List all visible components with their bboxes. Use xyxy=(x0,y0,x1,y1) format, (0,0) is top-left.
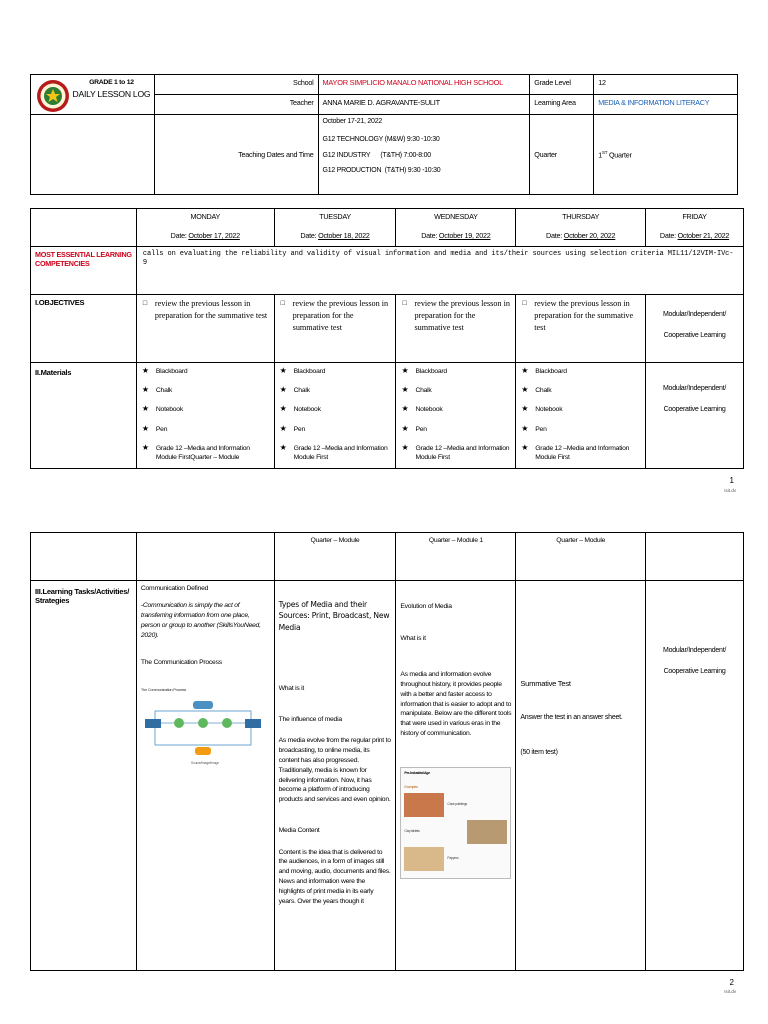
days-row xyxy=(31,209,744,247)
day-wednesday: WEDNESDAY Date: October 19, 2022 xyxy=(396,209,516,247)
evolution-text: As media and information evolve throughout history, it provides people with a better and faster access to information that is easier to adopt and to manipulate. Below are the different tools that were used in various eras in the history of communication. xyxy=(400,670,512,738)
star-icon: ★ xyxy=(141,385,149,395)
tasks-thursday xyxy=(516,581,646,971)
page-number: 1 xyxy=(729,476,734,485)
star-icon: ★ xyxy=(401,404,409,414)
diagram-node-noise xyxy=(195,747,211,755)
tasks-label: III.Learning Tasks/Activities/ Strategies xyxy=(31,581,137,971)
image-title: Pre-Industrial Age xyxy=(404,770,430,775)
communication-process-diagram xyxy=(141,693,267,765)
star-icon: ★ xyxy=(401,385,409,395)
star-icon: ★ xyxy=(279,366,287,375)
continuation-wednesday: Quarter – Module 1 xyxy=(396,533,516,581)
star-icon: ★ xyxy=(279,385,287,395)
tasks-row xyxy=(31,581,744,971)
material-item: ★ Notebook xyxy=(279,404,321,414)
evolution-title: Evolution of Media xyxy=(400,603,452,610)
learning-area-value: MEDIA & INFORMATION LITERACY xyxy=(594,95,738,115)
material-item: ★ Blackboard xyxy=(279,366,326,375)
tasks-friday: Modular/Independent/ Cooperative Learning xyxy=(646,581,744,971)
continuation-blank xyxy=(31,533,137,581)
school-logo-cell xyxy=(31,75,155,115)
continuation-tuesday: Quarter – Module xyxy=(274,533,396,581)
checkbox-icon: □ xyxy=(522,299,527,307)
material-item: ★ Grade 12 –Media and Information Module First xyxy=(279,442,388,461)
clay-tablet-thumbnail xyxy=(467,820,507,844)
materials-row xyxy=(31,363,744,469)
dates-cell xyxy=(318,115,530,195)
communication-definition: -Communication is simply the act of transferring information from one place, person or group to another (SkillsYouNeed, 2020). xyxy=(140,602,261,640)
day-monday: MONDAY Date: October 17, 2022 xyxy=(136,209,274,247)
competencies-row xyxy=(31,247,744,295)
star-icon: ★ xyxy=(141,442,149,452)
dates-line: G12 TECHNOLOGY (M&W) 9:30 -10:30 xyxy=(322,136,440,144)
materials-monday xyxy=(136,363,274,469)
material-item: ★ Pen xyxy=(141,423,168,433)
dates-line: October 17-21, 2022 xyxy=(322,118,382,125)
continuation-row xyxy=(31,533,744,581)
material-item: ★ Notebook xyxy=(401,404,443,414)
material-item: ★ Chalk xyxy=(521,385,552,395)
what-is-it-heading: What is it xyxy=(278,685,305,693)
tasks-wednesday xyxy=(396,581,516,971)
checkbox-icon: □ xyxy=(280,299,285,307)
star-icon: ★ xyxy=(279,442,287,452)
dates-label: Teaching Dates and Time xyxy=(154,115,318,195)
star-icon: ★ xyxy=(521,442,529,452)
material-item: ★ Chalk xyxy=(401,385,432,395)
school-value: MAYOR SIMPLICIO MANALO NATIONAL HIGH SCHOOL xyxy=(318,75,530,95)
communication-diagram xyxy=(141,687,270,767)
star-icon: ★ xyxy=(279,423,287,433)
what-is-it-heading: What is it xyxy=(400,635,426,643)
tasks-monday xyxy=(136,581,274,971)
material-item: ★ Notebook xyxy=(141,404,183,414)
diagram-caption: Source/Image/Image xyxy=(190,760,219,765)
material-item: ★ Pen xyxy=(521,423,547,433)
objectives-row xyxy=(31,295,744,363)
continuation-thursday: Quarter – Module xyxy=(516,533,646,581)
media-content-text: Content is the idea that is delivered to the audiences, in a form of images still and moving, audio, documents and files. News and information were the highlights of print media in its early years. Over the years though it xyxy=(278,848,391,905)
cave-painting-thumbnail xyxy=(404,793,444,817)
quarter-value: 1ST Quarter xyxy=(594,115,738,195)
summative-test-title: Summative Test xyxy=(520,679,571,688)
days-row-label xyxy=(31,209,137,247)
materials-wednesday xyxy=(396,363,516,469)
day-thursday: THURSDAY Date: October 20, 2022 xyxy=(516,209,646,247)
page-footer: Isit.dv xyxy=(724,488,736,493)
logo-spacer xyxy=(31,115,155,195)
image-example-papyrus: Papyrus xyxy=(404,847,507,871)
summative-test-instruction: Answer the test in an answer sheet. xyxy=(520,714,623,722)
influence-text: As media evolve from the regular print to broadcasting, to online media, its content has also progressed. Traditionally, media is known for delivering information. Now, it has become a platform of introducing products and services and even opinion. xyxy=(278,737,391,804)
competencies-label: MOST ESSENTIAL LEARNING COMPETENCIES xyxy=(31,247,137,295)
image-subtitle: Examples xyxy=(404,785,418,790)
communication-heading: Communication Defined xyxy=(140,585,209,592)
objectives-label: I.OBJECTIVES xyxy=(31,295,137,363)
grade-level-label: Grade Level xyxy=(530,75,594,95)
learning-area-label: Learning Area xyxy=(530,95,594,115)
materials-tuesday xyxy=(274,363,396,469)
material-item: ★ Grade 12 –Media and Information Module First xyxy=(401,442,510,461)
star-icon: ★ xyxy=(401,423,409,433)
diagram-node-channel xyxy=(198,718,208,728)
material-item: ★ Pen xyxy=(401,423,427,433)
material-item: ★ Blackboard xyxy=(141,366,188,375)
grade-range: GRADE 1 to 12 xyxy=(89,79,134,86)
diagram-node-encoding xyxy=(174,718,184,728)
teacher-value: ANNA MARIE D. AGRAVANTE-SULIT xyxy=(318,95,530,115)
pre-industrial-age-image xyxy=(400,767,511,879)
header-table xyxy=(30,74,738,195)
continuation-monday xyxy=(136,533,274,581)
page-number: 2 xyxy=(729,978,734,987)
star-icon: ★ xyxy=(401,366,409,375)
grade-level-value: 12 xyxy=(594,75,738,95)
dates-line: G12 INDUSTRY (T&TH) 7:00-8:00 xyxy=(322,151,431,159)
summative-test-items: (50 item test) xyxy=(520,749,558,757)
objective-tuesday: □ review the previous lesson in preparation for the summative test xyxy=(274,295,396,363)
types-of-media-title: Types of Media and their Sources: Print, Broadcast, New Media xyxy=(278,600,390,632)
star-icon: ★ xyxy=(521,423,529,433)
objective-wednesday: □ review the previous lesson in preparation for the summative test xyxy=(396,295,516,363)
diagram-node-feedback xyxy=(193,701,213,709)
dates-line: G12 PRODUCTION (T&TH) 9:30 -10:30 xyxy=(322,167,441,175)
materials-thursday xyxy=(516,363,646,469)
image-example-clay: Clay tablets xyxy=(404,820,507,844)
weekly-table xyxy=(30,208,744,469)
continuation-friday xyxy=(646,533,744,581)
log-title: DAILY LESSON LOG xyxy=(72,89,151,100)
page-2 xyxy=(0,512,768,1024)
checkbox-icon: □ xyxy=(142,299,148,307)
material-item: ★ Pen xyxy=(279,423,305,433)
material-item: ★ Chalk xyxy=(279,385,310,395)
competencies-text: calls on evaluating the reliability and validity of visual information and media and its/their sources using selection criteria MIL11/12VIM-IVc-9 xyxy=(136,247,743,295)
material-item: ★ Notebook xyxy=(521,404,563,414)
day-friday: FRIDAY Date: October 21, 2022 xyxy=(646,209,744,247)
media-content-heading: Media Content xyxy=(278,827,320,835)
star-icon: ★ xyxy=(521,404,529,414)
checkbox-icon: □ xyxy=(402,299,407,307)
quarter-label: Quarter xyxy=(530,115,594,195)
diagram-node-decoding xyxy=(222,718,232,728)
star-icon: ★ xyxy=(141,423,149,433)
page-footer: Isit.dv xyxy=(724,989,736,994)
tasks-tuesday xyxy=(274,581,396,971)
objective-friday: Modular/Independent/ Cooperative Learning xyxy=(646,295,744,363)
material-item: ★ Grade 12 –Media and Information Module FirstQuarter – Module xyxy=(141,442,250,461)
diagram-node-sender xyxy=(145,719,161,728)
objective-monday: □ review the previous lesson in preparation for the summative test xyxy=(136,295,274,363)
star-icon: ★ xyxy=(141,366,149,375)
star-icon: ★ xyxy=(521,366,529,375)
materials-friday: Modular/Independent/ Cooperative Learning xyxy=(646,363,744,469)
communication-process: The Communication Process xyxy=(140,658,222,666)
image-example-cave: Cave paintings xyxy=(404,793,507,817)
material-item: ★ Chalk xyxy=(141,385,173,395)
school-seal-icon xyxy=(36,79,70,113)
material-item: ★ Blackboard xyxy=(521,366,567,375)
influence-heading: The influence of media xyxy=(278,715,342,723)
materials-label: II.Materials xyxy=(31,363,137,469)
tasks-table xyxy=(30,532,744,971)
papyrus-thumbnail xyxy=(404,847,444,871)
objective-thursday: □ review the previous lesson in preparation for the summative test xyxy=(516,295,646,363)
material-item: ★ Grade 12 –Media and Information Module First xyxy=(521,442,630,461)
star-icon: ★ xyxy=(279,404,287,414)
star-icon: ★ xyxy=(141,404,149,414)
school-label: School xyxy=(154,75,318,95)
teacher-label: Teacher xyxy=(154,95,318,115)
diagram-node-receiver xyxy=(245,719,261,728)
material-item: ★ Blackboard xyxy=(401,366,447,375)
day-tuesday: TUESDAY Date: October 18, 2022 xyxy=(274,209,396,247)
diagram-title: The Communication Process xyxy=(140,687,186,693)
star-icon: ★ xyxy=(521,385,529,395)
star-icon: ★ xyxy=(401,442,409,452)
